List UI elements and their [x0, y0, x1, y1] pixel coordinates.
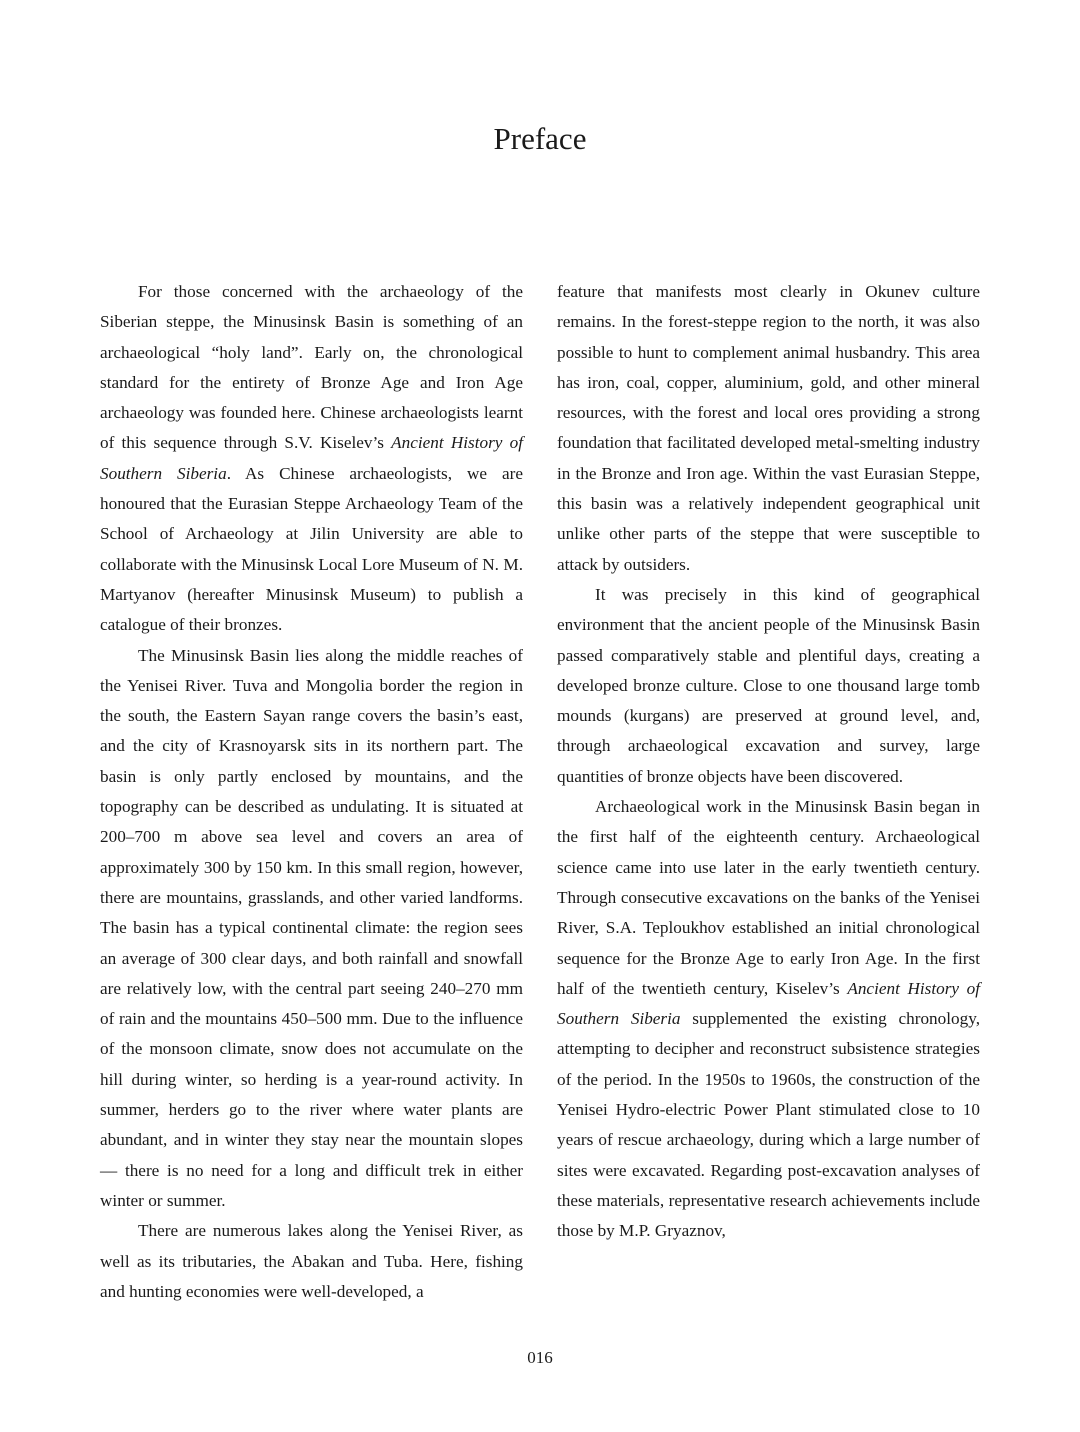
- paragraph: There are numerous lakes along the Yenisei River, as well as its tributaries, the Abakan and Tuba. Here, fishing and hunting economies were well-developed, a: [100, 1221, 523, 1301]
- paragraph: [100, 277, 523, 641]
- page-title: Preface: [493, 121, 587, 156]
- paragraph-text: . As Chinese archaeologists, we are honoured that the Eurasian Steppe Archaeology Team of the School of Archaeology at Jilin University are able to collaborate with the Minusinsk Local Lore Museum of N. M. Martyanov (hereafter Minusinsk Museum) to publish a catalogue of their bronzes.: [100, 463, 523, 635]
- paragraph-text: For those concerned with the archaeology of the Siberian steppe, the Minusinsk Basin is something of an archaeological “holy land”. Early on, the chronological standard for the entirety of Bronze Age and Iron Age archaeology was founded here. Chinese archaeologists learnt of this sequence through S.V. Kiselev’s: [100, 282, 523, 453]
- paragraph-text: Archaeological work in the Minusinsk Basin began in the first half of the eighteenth century. Archaeological science came into use later in the early twentieth century. Through consecutive excavations on the banks of the Yenisei River, S.A. Teploukhov established an initial chronological sequence for the Bronze Age to early Iron Age. In the first half of the twentieth century, Kiselev’s: [557, 797, 980, 998]
- book-title: Ancient History of Southern Siberia: [557, 978, 980, 1029]
- body-text: [100, 277, 980, 1307]
- page-number: 016: [527, 1348, 553, 1367]
- paragraph: It was precisely in this kind of geographical environment that the ancient people of the Minusinsk Basin passed comparatively stable and plentiful days, creating a developed bronze culture. Close to one thousand large tomb mounds (kurgans) are preserved at ground level, and, through archaeological excavation and survey, large quantities of bronze objects have been discovered.: [557, 584, 980, 786]
- book-title: Ancient History of Southern Siberia: [100, 433, 523, 483]
- paragraph: [557, 792, 980, 1246]
- paragraph: The Minusinsk Basin lies along the middle reaches of the Yenisei River. Tuva and Mongolia border the region in the south, the Eastern Sayan range covers the basin’s east, and the city of Krasnoyarsk sits in its northern part. The basin is only partly enclosed by mountains, and the topography can be described as undulating. It is situated at 200–700 m above sea level and covers an area of approximately 300 by 150 km. In this small region, however, there are mountains, grasslands, and other varied landforms. The basin has a typical continental climate: the region sees an average of 300 clear days, and both rainfall and snowfall are relatively low, with the central part seeing 240–270 mm of rain and the mountains 450–500 mm. Due to the influence of the monsoon climate, snow does not accumulate on the hill during winter, so herding is a year-round activity. In summer, herders go to the river where water plants are abundant, and in winter they stay near the mountain slopes — there is no need for a long and difficult trek in either winter or summer.: [100, 645, 523, 1210]
- left-column: [100, 277, 523, 1307]
- right-column: [557, 277, 980, 1307]
- paragraph: feature that manifests most clearly in Okunev culture remains. In the forest-steppe region to the north, it was also possible to hunt to complement animal husbandry. This area has iron, coal, copper, aluminium, gold, and other mineral resources, with the forest and local ores providing a strong foundation that facilitated developed metal-smelting industry in the Bronze and Iron age. Within the vast Eurasian Steppe, this basin was a relatively independent geographical unit unlike other parts of the steppe that were susceptible to attack by outsiders.: [557, 282, 980, 574]
- paragraph-text: supplemented the existing chronology, attempting to decipher and reconstruct subsistence strategies of the period. In the 1950s to 1960s, the construction of the Yenisei Hydro-electric Power Plant stimulated close to 10 years of rescue archaeology, during which a large number of sites were excavated. Regarding post-excavation analyses of these materials, representative research achievements include those by M.P. Gryaznov,: [557, 1009, 980, 1241]
